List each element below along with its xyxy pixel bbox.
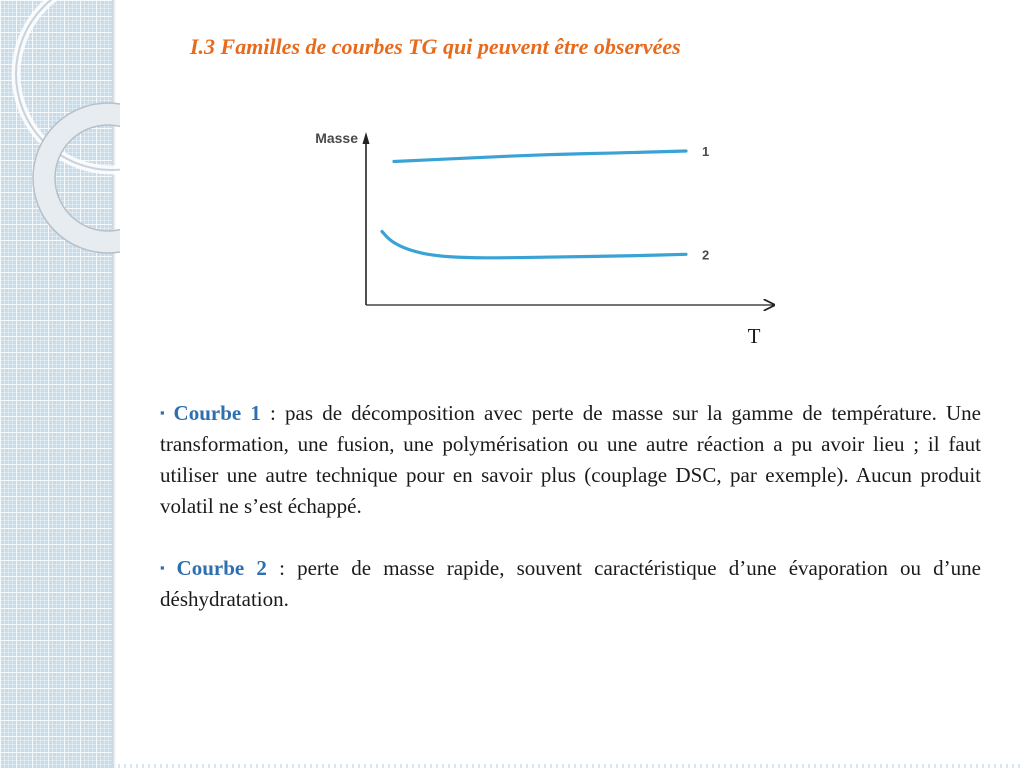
series-line-2	[382, 232, 686, 258]
series-label-1: 1	[702, 144, 710, 159]
decorative-ring-large	[16, 0, 120, 170]
series-line-1	[394, 151, 686, 162]
bullet-text: : pas de décomposition avec perte de masse sur la gamme de température. Une transformation, une fusion, une polymérisation ou une autre réaction a pu avoir lieu ; il faut utiliser une autre technique pour en savoir plus (couplage DSC, par exemple). Aucun produit volatil ne s’est échappé.	[160, 401, 982, 518]
bullet-courbe-2	[160, 552, 981, 615]
bullet-term: Courbe 2	[176, 556, 267, 580]
decorative-bottom-strip	[112, 764, 1024, 768]
x-axis-label: T	[747, 324, 761, 348]
slide-title: I.3 Familles de courbes TG qui peuvent être observées	[190, 34, 681, 59]
bullet-courbe-1	[160, 397, 981, 522]
square-bullet-icon: ▪	[160, 405, 169, 420]
bullet-list	[160, 397, 981, 645]
series-label-2: 2	[702, 247, 710, 263]
bullet-text: : perte de masse rapide, souvent caractéristique d’une évaporation ou d’une déshydratation.	[160, 556, 982, 611]
bullet-term: Courbe 1	[173, 401, 261, 425]
decorative-rings	[0, 0, 120, 330]
y-axis-label: Masse	[315, 130, 358, 146]
plot-area	[382, 144, 709, 262]
y-axis-arrow	[363, 132, 370, 144]
square-bullet-icon: ▪	[160, 560, 172, 575]
tg-curves-chart	[300, 118, 790, 348]
